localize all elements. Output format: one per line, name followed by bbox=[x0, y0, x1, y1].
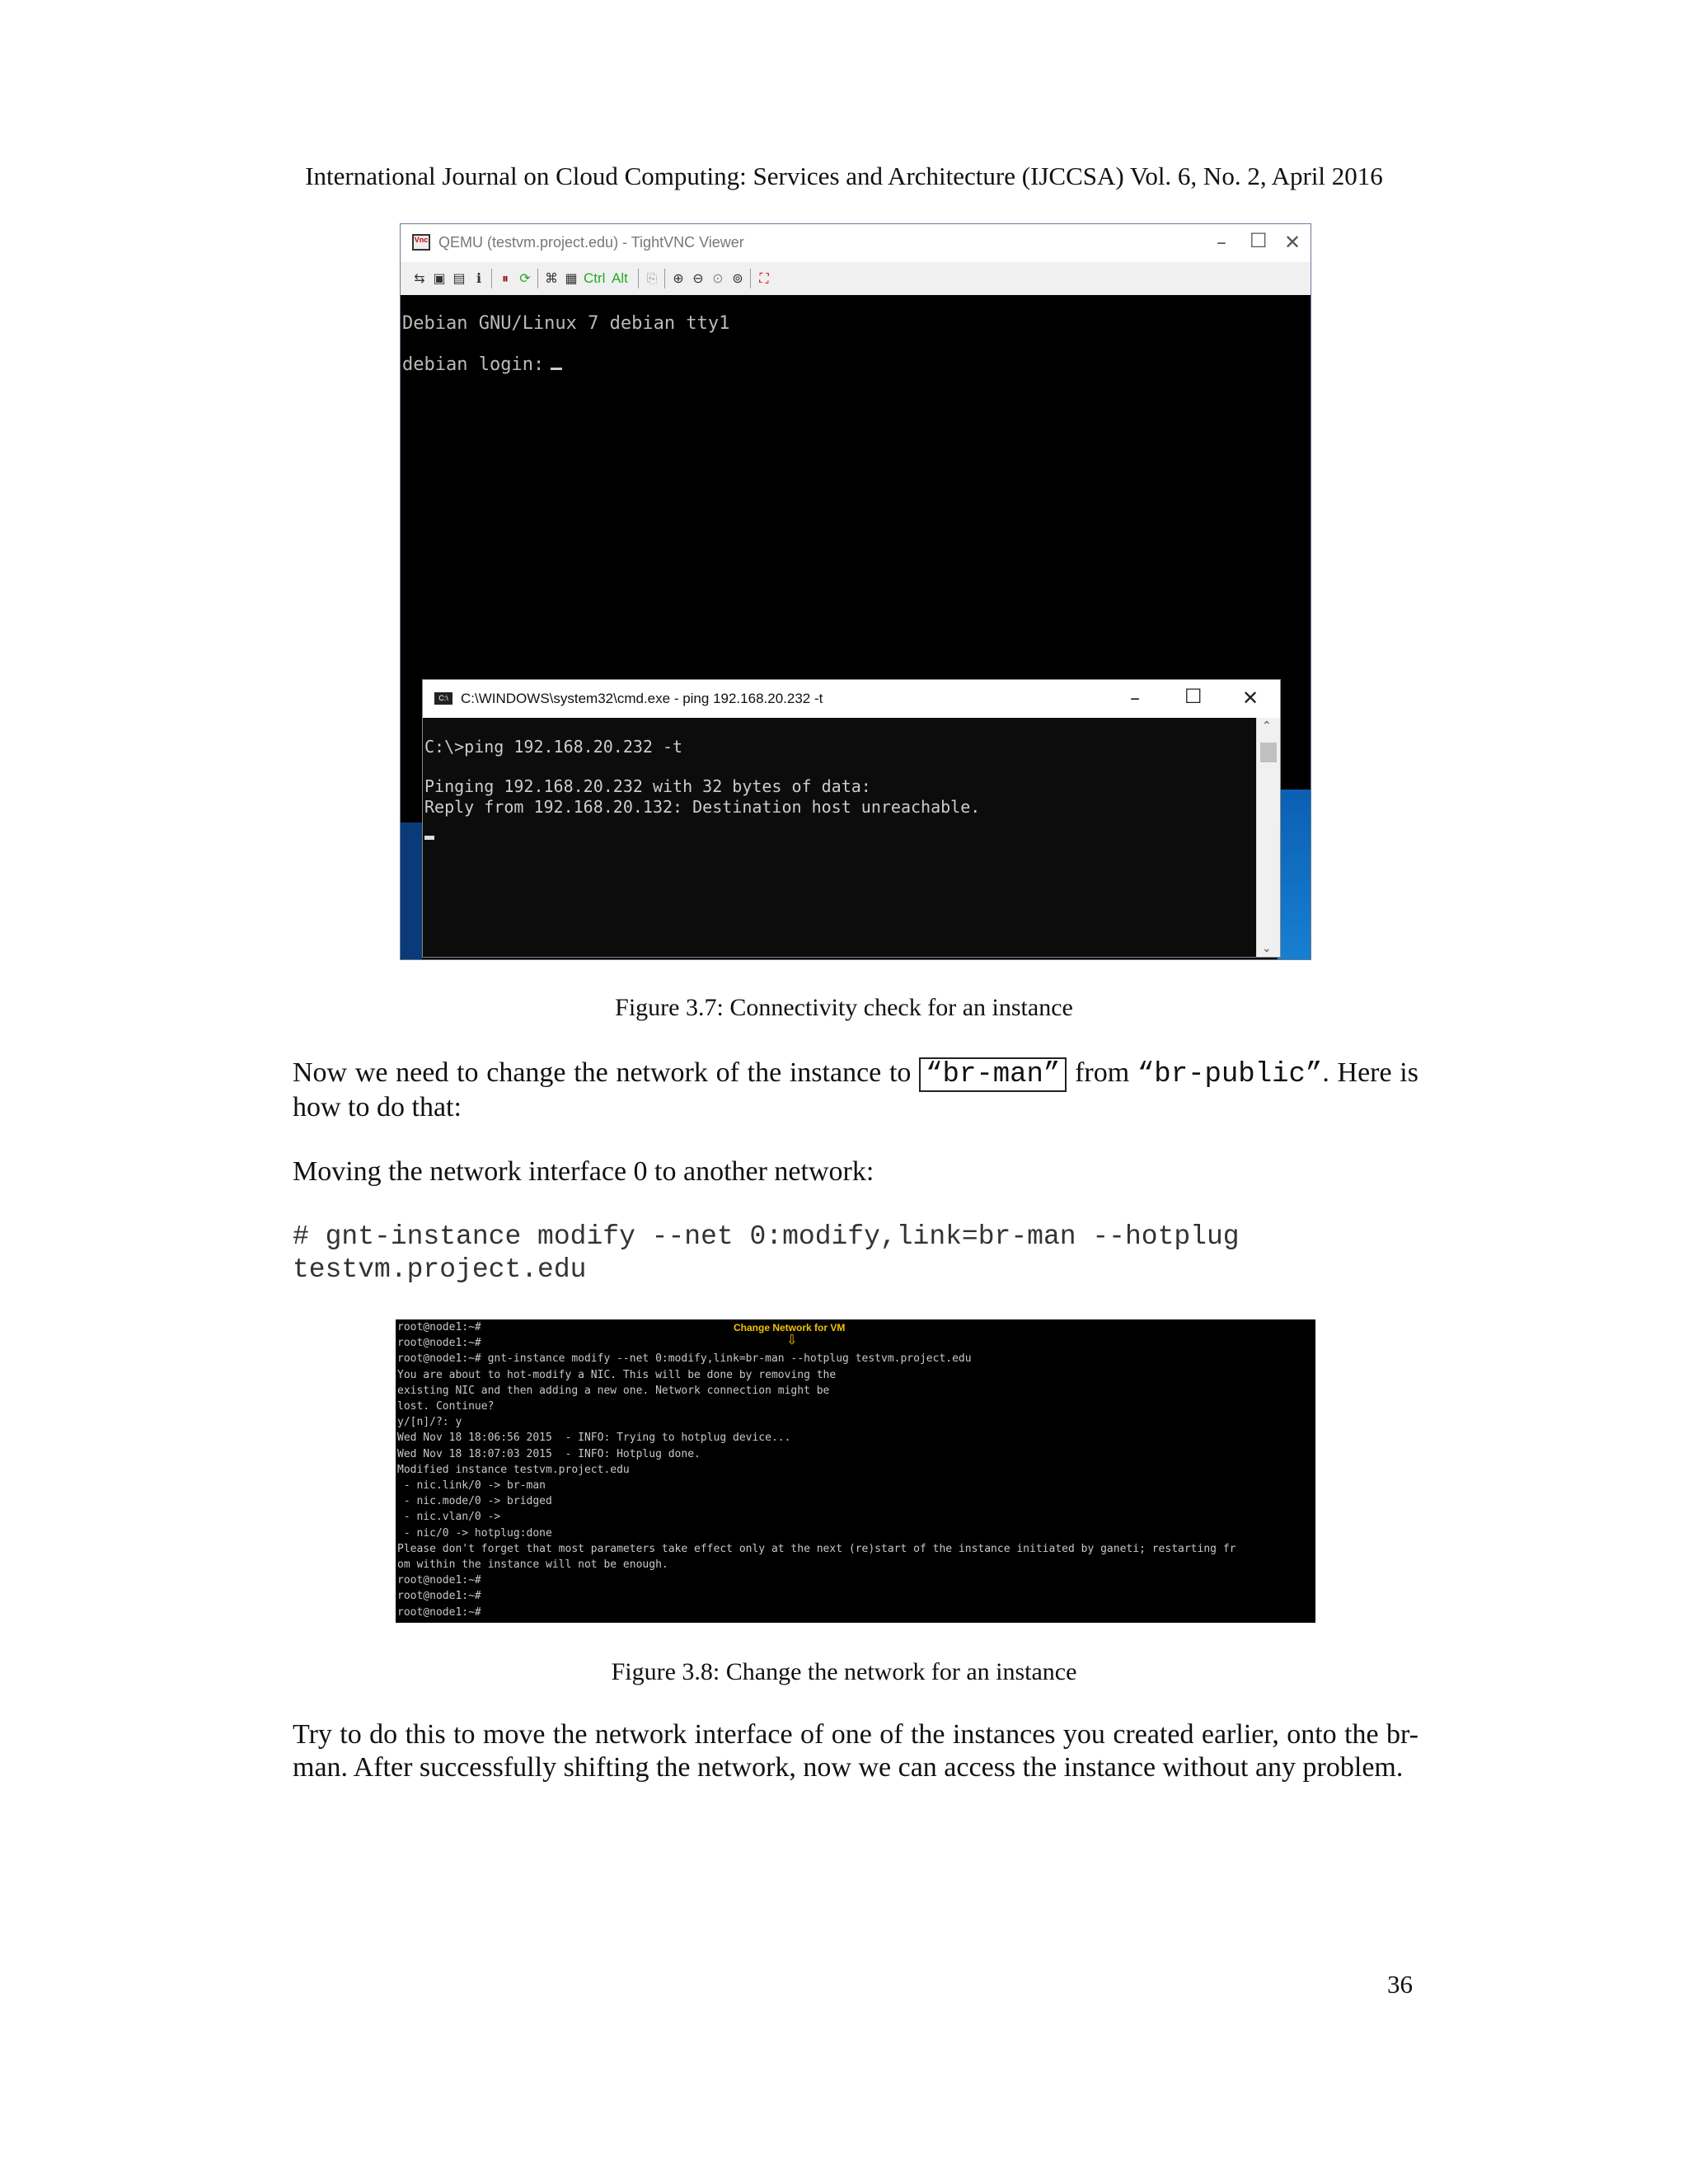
desktop-background-left bbox=[401, 823, 422, 960]
new-connection-icon[interactable]: ⇆ bbox=[414, 270, 425, 286]
cmd-window bbox=[422, 679, 1281, 958]
terminal-line: Modified instance testvm.project.edu bbox=[397, 1463, 630, 1476]
terminal-line: root@node1:~# bbox=[397, 1321, 481, 1333]
refresh-icon[interactable]: ⟳ bbox=[519, 270, 531, 286]
terminal-line: Wed Nov 18 18:06:56 2015 - INFO: Trying to hotplug device... bbox=[397, 1432, 791, 1445]
desktop-background bbox=[1278, 790, 1311, 960]
cmd-line: C:\>ping 192.168.20.232 -t bbox=[424, 737, 683, 757]
running-header: International Journal on Cloud Computing: Services and Architecture (IJCCSA) Vol. 6, No. 2, April 2016 bbox=[305, 162, 1383, 190]
terminal-line: om within the instance will not be enough. bbox=[397, 1558, 668, 1572]
cmd-window-title: C:\WINDOWS\system32\cmd.exe - ping 192.168.20.232 -t bbox=[461, 691, 823, 706]
ctrl-key-toggle[interactable]: Ctrl bbox=[584, 270, 606, 286]
zoom-out-icon[interactable]: ⊖ bbox=[692, 270, 704, 286]
vnc-toolbar bbox=[401, 262, 1311, 296]
cmd-output[interactable] bbox=[423, 718, 1255, 957]
down-arrow-icon: ⇩ bbox=[786, 1332, 798, 1347]
terminal-line: y/[n]/?: y bbox=[397, 1416, 462, 1429]
boxed-code: “br-man” bbox=[919, 1057, 1067, 1092]
ctrl-esc-icon[interactable]: ▦ bbox=[565, 270, 578, 286]
terminal-line: root@node1:~# bbox=[397, 1574, 481, 1587]
cmd-scrollbar[interactable] bbox=[1256, 718, 1280, 957]
console-line: Debian GNU/Linux 7 debian tty1 bbox=[402, 313, 730, 334]
vnc-viewer-screenshot bbox=[400, 223, 1311, 960]
close-icon[interactable]: ✕ bbox=[1284, 231, 1301, 254]
clipboard-icon[interactable]: ⎘ bbox=[646, 270, 658, 286]
cmd-line: Pinging 192.168.20.232 with 32 bytes of data: bbox=[424, 776, 871, 796]
terminal-line: - nic.link/0 -> br-man bbox=[397, 1479, 546, 1493]
terminal-screenshot bbox=[396, 1319, 1315, 1623]
code-line: # gnt-instance modify --net 0:modify,link=br-man --hotplug bbox=[293, 1221, 1240, 1252]
figure-caption: Figure 3.7: Connectivity check for an instance bbox=[615, 994, 1073, 1021]
info-icon[interactable]: ℹ bbox=[476, 270, 482, 286]
minimize-icon[interactable]: – bbox=[1130, 687, 1140, 710]
zoom-100-icon[interactable]: ⊙ bbox=[712, 270, 724, 286]
inline-code: “br-public” bbox=[1137, 1059, 1323, 1090]
annotation-label: Change Network for VM bbox=[734, 1322, 846, 1333]
scroll-up-icon[interactable]: ⌃ bbox=[1262, 719, 1272, 733]
ctrl-alt-del-icon[interactable]: ⌘ bbox=[545, 270, 558, 286]
terminal-line: - nic.mode/0 -> bridged bbox=[397, 1495, 552, 1508]
cmd-app-icon: C:\ bbox=[434, 692, 452, 705]
cmd-cursor bbox=[424, 823, 434, 845]
page-number: 36 bbox=[1387, 1970, 1413, 1999]
code-block bbox=[293, 1221, 1447, 1286]
scroll-thumb[interactable] bbox=[1260, 743, 1277, 762]
text-cursor bbox=[551, 368, 562, 370]
terminal-line: Wed Nov 18 18:07:03 2015 - INFO: Hotplug done. bbox=[397, 1447, 701, 1460]
terminal-line: Please don't forget that most parameters take effect only at the next (re)start of the instance initiated by ganeti; restarting fr bbox=[397, 1542, 1236, 1555]
cmd-title-bar bbox=[423, 680, 1280, 718]
console-login-prompt: debian login: bbox=[402, 354, 562, 375]
zoom-in-icon[interactable]: ⊕ bbox=[673, 270, 684, 286]
close-icon[interactable]: ✕ bbox=[1242, 687, 1259, 710]
terminal-line: root@node1:~# bbox=[397, 1337, 481, 1350]
terminal-line: lost. Continue? bbox=[397, 1400, 495, 1413]
terminal-line: root@node1:~# bbox=[397, 1605, 481, 1619]
body-paragraph: Now we need to change the network of the instance to “br-man” from “br-public”. Here is how to do that: bbox=[293, 1057, 1418, 1122]
terminal-line: - nic.vlan/0 -> bbox=[397, 1511, 501, 1524]
scroll-down-icon[interactable]: ⌄ bbox=[1262, 942, 1272, 955]
terminal-line: - nic/0 -> hotplug:done bbox=[397, 1526, 552, 1540]
pause-icon[interactable]: ⏸ bbox=[501, 270, 509, 286]
alt-key-toggle[interactable]: Alt bbox=[612, 270, 628, 286]
cmd-line: Reply from 192.168.20.132: Destination host unreachable. bbox=[424, 797, 981, 817]
zoom-fit-icon[interactable]: ⊚ bbox=[732, 270, 743, 286]
options-icon[interactable]: ▤ bbox=[452, 270, 466, 286]
fullscreen-icon[interactable]: ⛶ bbox=[759, 270, 769, 286]
figure-caption: Figure 3.8: Change the network for an instance bbox=[611, 1658, 1077, 1685]
maximize-icon[interactable]: ☐ bbox=[1184, 685, 1203, 708]
body-paragraph: Moving the network interface 0 to another network: bbox=[293, 1156, 874, 1187]
terminal-output bbox=[396, 1319, 1315, 1620]
maximize-icon[interactable]: ☐ bbox=[1250, 229, 1268, 252]
vnc-app-icon: Vnc bbox=[412, 234, 430, 251]
vnc-window-title: QEMU (testvm.project.edu) - TightVNC Viewer bbox=[438, 234, 744, 251]
save-icon[interactable]: ▣ bbox=[433, 270, 446, 286]
minimize-icon[interactable]: – bbox=[1217, 231, 1226, 254]
terminal-line: root@node1:~# bbox=[397, 1590, 481, 1603]
vnc-title-bar bbox=[401, 224, 1311, 262]
body-paragraph: Try to do this to move the network interface of one of the instances you created earlier, onto the br-man. After successfully shifting the network, now we can access the instance without any problem. bbox=[293, 1719, 1418, 1783]
terminal-line: existing NIC and then adding a new one. Network connection might be bbox=[397, 1384, 830, 1397]
terminal-line: root@node1:~# gnt-instance modify --net 0:modify,link=br-man --hotplug testvm.project.edu bbox=[397, 1352, 972, 1366]
terminal-line: You are about to hot-modify a NIC. This will be done by removing the bbox=[397, 1368, 837, 1381]
code-line: testvm.project.edu bbox=[293, 1254, 587, 1285]
